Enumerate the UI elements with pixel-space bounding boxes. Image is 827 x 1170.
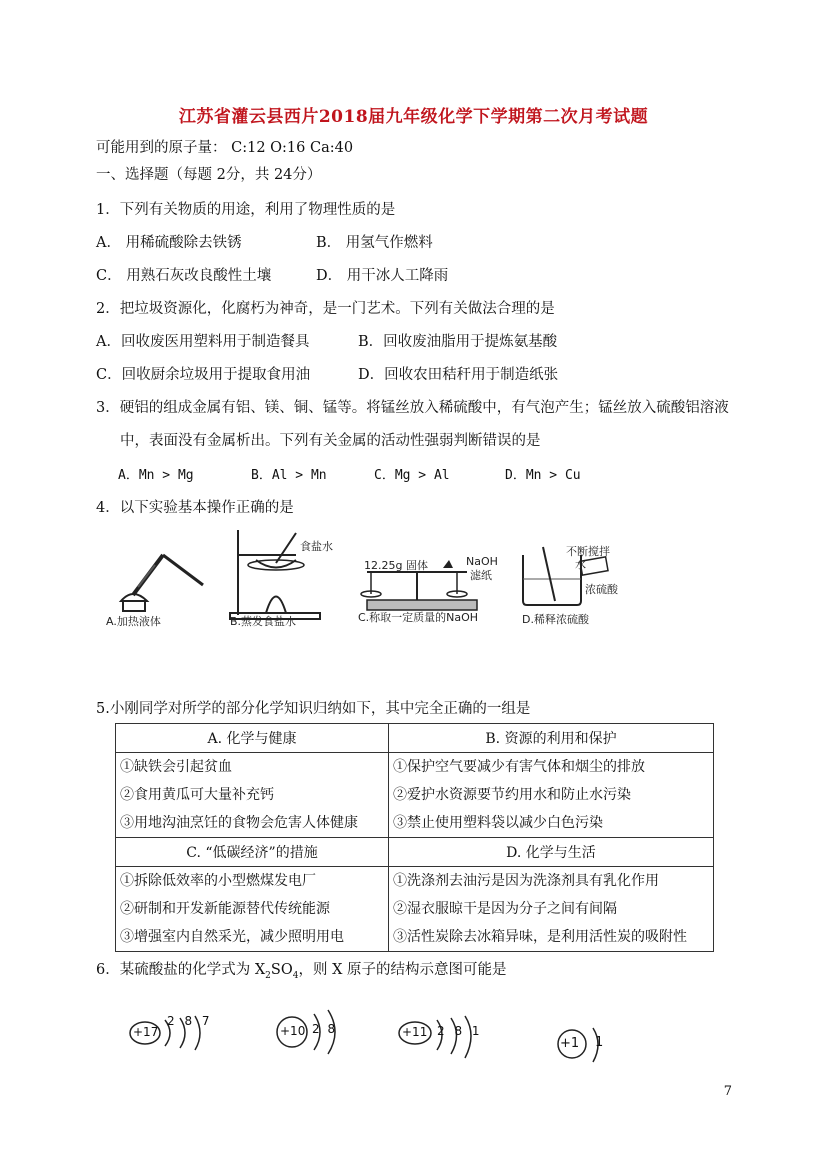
caption-b: B.蒸发食盐水 [230, 615, 297, 628]
caption-a: A.加热液体 [106, 615, 161, 628]
q3-option-c: C．Mg > Al [374, 468, 450, 483]
q5-head-c: C. “低碳经济”的措施 [116, 838, 389, 867]
q5-cell-d [389, 867, 714, 952]
q3-option-b: B．Al > Mn [251, 468, 327, 483]
q6-stem-mid: SO [270, 962, 293, 978]
q2-option-d: D．回收农田秸秆用于制造纸张 [358, 367, 559, 383]
q5-c-item: ①拆除低效率的小型燃煤发电厂 [120, 873, 316, 889]
figure-heating-liquid [103, 525, 213, 625]
caption-d: D.稀释浓硫酸 [522, 613, 589, 626]
q5-cell-a [116, 753, 389, 838]
atom-diagram-b [272, 1000, 372, 1060]
atomic-masses: 可能用到的原子量： C:12 O:16 Ca:40 [96, 140, 354, 156]
atom-diagram-a [125, 1008, 235, 1058]
q5-head-d: D. 化学与生活 [389, 838, 714, 867]
page-number: 7 [723, 1084, 732, 1099]
q5-a-item: ②食用黄瓜可大量补充钙 [120, 787, 274, 803]
q5-b-item: ①保护空气要减少有害气体和烟尘的排放 [393, 759, 645, 775]
q5-b-item: ③禁止使用塑料袋以减少白色污染 [393, 815, 603, 831]
q5-d-item: ③活性炭除去冰箱异味，是利用活性炭的吸附性 [393, 929, 687, 945]
q6-stem [96, 960, 507, 986]
label-solid: 12.25g 固体 [364, 559, 428, 572]
q3-option-d: D．Mn > Cu [505, 468, 581, 483]
atom-b-electrons: 2 8 [312, 1022, 336, 1036]
label-stir: 不断搅拌 [566, 545, 610, 558]
q5-cell-b [389, 753, 714, 838]
q6-sub-1: 2 [265, 970, 271, 981]
atom-d-electrons: 1 [595, 1035, 604, 1050]
label-naoh: NaOH [466, 555, 498, 568]
q1-stem: 1．下列有关物质的用途，利用了物理性质的是 [96, 202, 396, 218]
atom-diagram-c [395, 1008, 505, 1063]
q1-option-a: A． 用稀硫酸除去铁锈 [96, 235, 242, 251]
q4-stem: 4．以下实验基本操作正确的是 [96, 500, 294, 516]
q2-option-c: C．回收厨余垃圾用于提取食用油 [96, 367, 311, 383]
q3-option-a: A．Mn > Mg [118, 468, 194, 483]
q2-option-a: A．回收废医用塑料用于制造餐具 [96, 334, 310, 350]
label-conc-acid: 浓硫酸 [585, 583, 618, 596]
atom-c-electrons: 2 8 1 [437, 1024, 480, 1038]
q3-stem-line2: 中，表面没有金属析出。下列有关金属的活动性强弱判断错误的是 [120, 433, 541, 449]
q5-head-b: B. 资源的利用和保护 [389, 724, 714, 753]
q6-stem-post: ，则 X 原子的结构示意图可能是 [298, 962, 507, 978]
q5-c-item: ③增强室内自然采光，减少照明用电 [120, 929, 344, 945]
q5-d-item: ①洗涤剂去油污是因为洗涤剂具有乳化作用 [393, 873, 659, 889]
q2-stem: 2．把垃圾资源化，化腐朽为神奇，是一门艺术。下列有关做法合理的是 [96, 301, 555, 317]
q3-stem-line1: 3．硬铝的组成金属有铝、镁、铜、锰等。将锰丝放入稀硫酸中，有气泡产生；锰丝放入硫酸铝溶液 [96, 400, 729, 416]
q5-b-item: ②爱护水资源要节约用水和防止水污染 [393, 787, 631, 803]
label-filter-paper: 滤纸 [470, 569, 492, 582]
atom-a-electrons: 2 8 7 [167, 1014, 210, 1028]
atom-d-nucleus: +1 [560, 1036, 580, 1051]
section-heading: 一、选择题（每题 2分，共 24分） [96, 167, 322, 183]
caption-c: C.称取一定质量的NaOH [358, 611, 479, 624]
q5-c-item: ②研制和开发新能源替代传统能源 [120, 901, 330, 917]
atom-diagram-d [555, 1020, 635, 1070]
q5-d-item: ②湿衣服晾干是因为分子之间有间隔 [393, 901, 617, 917]
q5-head-a: A. 化学与健康 [116, 724, 389, 753]
label-salt-water: 食盐水 [300, 540, 333, 553]
label-water: 水 [575, 558, 586, 571]
page-title: 江苏省灌云县西片2018届九年级化学下学期第二次月考试题 [178, 107, 649, 127]
atom-b-nucleus: +10 [280, 1024, 306, 1038]
q6-stem-pre: 6．某硫酸盐的化学式为 X [96, 962, 266, 978]
q1-option-b: B． 用氢气作燃料 [316, 235, 433, 251]
q1-option-d: D． 用干冰人工降雨 [316, 268, 449, 284]
q5-a-item: ①缺铁会引起贫血 [120, 759, 232, 775]
q5-stem: 5.小刚同学对所学的部分化学知识归纳如下，其中完全正确的一组是 [96, 701, 531, 717]
q2-option-b: B．回收废油脂用于提炼氨基酸 [358, 334, 558, 350]
q5-table [115, 723, 714, 952]
q5-a-item: ③用地沟油烹饪的食物会危害人体健康 [120, 815, 358, 831]
q1-option-c: C． 用熟石灰改良酸性土壤 [96, 268, 272, 284]
q6-sub-2: 4 [292, 970, 299, 981]
q5-cell-c [116, 867, 389, 952]
atom-a-nucleus: +17 [133, 1025, 159, 1039]
heating-liquid-illustration [103, 525, 213, 625]
atom-c-nucleus: +11 [402, 1025, 428, 1039]
